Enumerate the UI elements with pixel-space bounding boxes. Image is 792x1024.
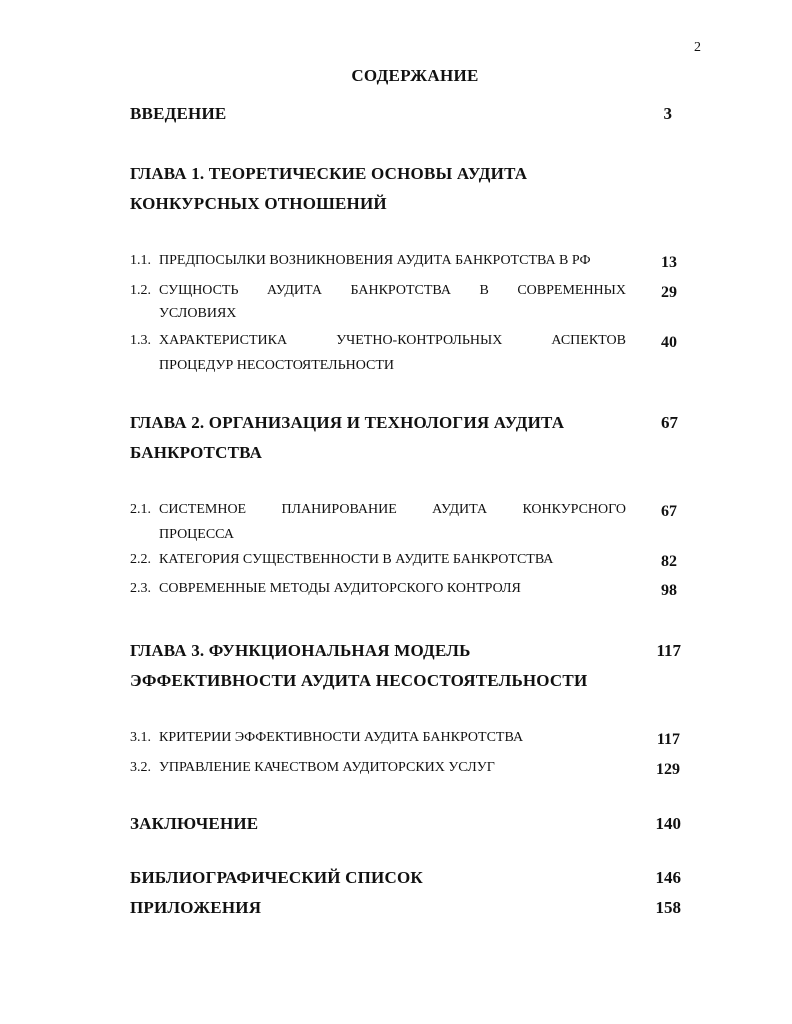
toc-chapter-1-title-line2[interactable]: КОНКУРСНЫХ ОТНОШЕНИЙ xyxy=(130,194,387,213)
toc-chapter-2-title-line1[interactable]: ГЛАВА 2. ОРГАНИЗАЦИЯ И ТЕХНОЛОГИЯ АУДИТА xyxy=(130,413,565,432)
toc-section-3-1-title[interactable]: КРИТЕРИИ ЭФФЕКТИВНОСТИ АУДИТА БАНКРОТСТВА xyxy=(159,730,524,745)
toc-appendices[interactable]: ПРИЛОЖЕНИЯ xyxy=(130,898,262,917)
toc-section-1-2-number: 1.2. xyxy=(130,283,151,298)
toc-section-1-1-page: 13 xyxy=(661,254,677,271)
toc-section-1-2-title-line1[interactable]: СУЩНОСТЬ АУДИТА БАНКРОТСТВА В СОВРЕМЕННЫХ xyxy=(159,283,626,298)
toc-introduction-page: 3 xyxy=(663,104,672,123)
toc-chapter-1-title-line1[interactable]: ГЛАВА 1. ТЕОРЕТИЧЕСКИЕ ОСНОВЫ АУДИТА xyxy=(130,164,528,183)
toc-section-3-1-number: 3.1. xyxy=(130,730,151,745)
toc-section-2-2-number: 2.2. xyxy=(130,552,151,567)
toc-section-1-2-page: 29 xyxy=(661,284,677,301)
toc-section-2-1-title-line2[interactable]: ПРОЦЕССА xyxy=(159,527,234,542)
toc-appendices-page: 158 xyxy=(655,898,681,917)
toc-chapter-2-page: 67 xyxy=(661,413,678,432)
toc-section-1-3-title-line2[interactable]: ПРОЦЕДУР НЕСОСТОЯТЕЛЬНОСТИ xyxy=(159,358,395,373)
toc-section-1-1-title[interactable]: ПРЕДПОСЫЛКИ ВОЗНИКНОВЕНИЯ АУДИТА БАНКРОТСТВА В РФ xyxy=(159,253,591,268)
toc-bibliography[interactable]: БИБЛИОГРАФИЧЕСКИЙ СПИСОК xyxy=(130,868,423,887)
toc-section-2-1-page: 67 xyxy=(661,503,677,520)
toc-section-3-1-page: 117 xyxy=(656,731,680,748)
toc-introduction[interactable]: ВВЕДЕНИЕ xyxy=(130,104,227,123)
toc-chapter-3-page: 117 xyxy=(656,641,681,660)
toc-section-2-2-title[interactable]: КАТЕГОРИЯ СУЩЕСТВЕННОСТИ В АУДИТЕ БАНКРОТСТВА xyxy=(159,552,554,567)
toc-section-1-2-title-line2[interactable]: УСЛОВИЯХ xyxy=(159,306,237,321)
toc-bibliography-page: 146 xyxy=(655,868,681,887)
toc-section-1-3-number: 1.3. xyxy=(130,333,151,348)
toc-section-1-3-page: 40 xyxy=(661,334,677,351)
page-number: 2 xyxy=(694,40,701,55)
toc-section-2-3-number: 2.3. xyxy=(130,581,151,596)
toc-section-3-2-number: 3.2. xyxy=(130,760,151,775)
toc-section-2-3-title[interactable]: СОВРЕМЕННЫЕ МЕТОДЫ АУДИТОРСКОГО КОНТРОЛЯ xyxy=(159,581,521,596)
toc-section-2-1-number: 2.1. xyxy=(130,502,151,517)
toc-section-1-1-number: 1.1. xyxy=(130,253,151,268)
toc-section-1-3-title-line1[interactable]: ХАРАКТЕРИСТИКА УЧЕТНО-КОНТРОЛЬНЫХ АСПЕКТОВ xyxy=(159,333,626,348)
toc-section-2-2-page: 82 xyxy=(661,553,677,570)
toc-section-2-1-title-line1[interactable]: СИСТЕМНОЕ ПЛАНИРОВАНИЕ АУДИТА КОНКУРСНОГО xyxy=(159,502,626,517)
toc-conclusion[interactable]: ЗАКЛЮЧЕНИЕ xyxy=(130,814,259,833)
toc-conclusion-page: 140 xyxy=(655,814,681,833)
toc-section-3-2-page: 129 xyxy=(656,761,680,778)
toc-chapter-3-title-line1[interactable]: ГЛАВА 3. ФУНКЦИОНАЛЬНАЯ МОДЕЛЬ xyxy=(130,641,471,660)
toc-chapter-3-title-line2[interactable]: ЭФФЕКТИВНОСТИ АУДИТА НЕСОСТОЯТЕЛЬНОСТИ xyxy=(130,671,588,690)
toc-section-2-3-page: 98 xyxy=(661,582,677,599)
toc-title: СОДЕРЖАНИЕ xyxy=(351,66,479,85)
toc-chapter-2-title-line2[interactable]: БАНКРОТСТВА xyxy=(130,443,263,462)
toc-section-3-2-title[interactable]: УПРАВЛЕНИЕ КАЧЕСТВОМ АУДИТОРСКИХ УСЛУГ xyxy=(159,760,495,775)
